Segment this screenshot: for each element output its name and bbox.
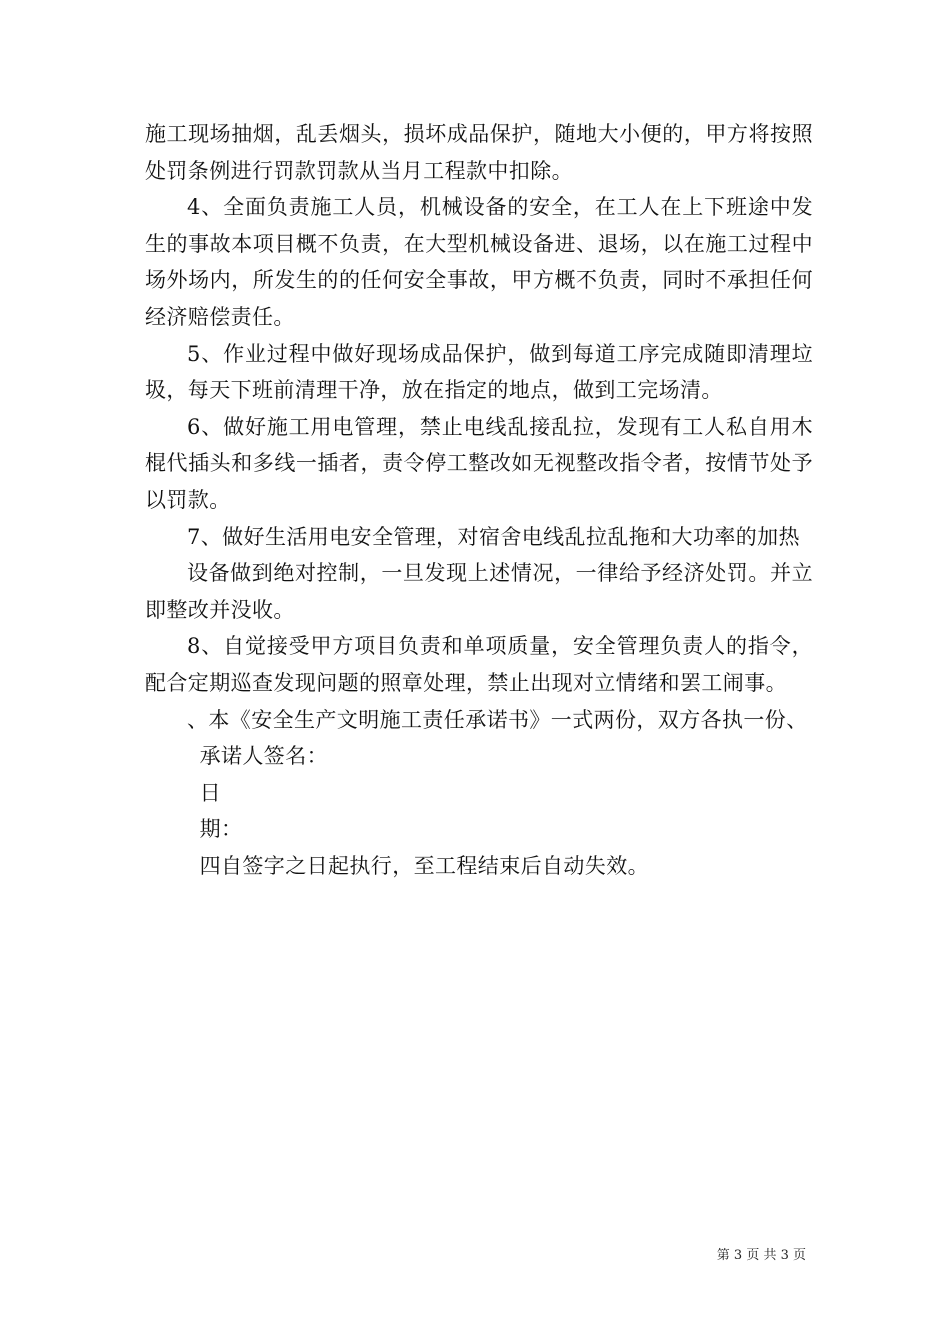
closing-statement: 四自签字之日起执行，至工程结束后自动失效。 xyxy=(199,853,649,878)
paragraph-continuation: 施工现场抽烟，乱丢烟头，损坏成品保护，随地大小便的，甲方将按照处罚条例进行罚款罚款从当月工程款中扣除。 xyxy=(145,122,813,183)
signer-label: 承诺人签名： xyxy=(199,744,328,769)
paragraph-item-6: 6、做好施工用电管理，禁止电线乱接乱拉，发现有工人私自用木棍代插头和多线一插者，责令停工整改如无视整改指令者，按情节处予以罚款。 xyxy=(145,414,813,512)
paragraph-item-7: 7、做好生活用电安全管理，对宿舍电线乱拉乱拖和大功率的加热 xyxy=(187,524,800,549)
paragraph-item-5: 5、作业过程中做好现场成品保护，做到每道工序完成随即清理垃圾，每天下班前清理干净，放在指定的地点，做到工完场清。 xyxy=(145,341,813,403)
date-label-part-2: 期： xyxy=(199,817,243,842)
document-body xyxy=(145,116,813,884)
page-number-footer: 第 3 页 共 3 页 xyxy=(716,1248,806,1263)
paragraph-item-8: 8、自觉接受甲方项目负责和单项质量，安全管理负责人的指令，配合定期巡查发现问题的照章处理，禁止出现对立情绪和罢工闹事。 xyxy=(145,634,813,695)
paragraph-item-7-continued: 设备做到绝对控制，一旦发现上述情况，一律给予经济处罚。并立即整改并没收。 xyxy=(145,561,813,622)
paragraph-copies: 、本《安全生产文明施工责任承诺书》一式两份，双方各执一份、 xyxy=(187,707,808,732)
paragraph-item-4: 4、全面负责施工人员，机械设备的安全，在工人在上下班途中发生的事故本项目概不负责，在大型机械设备进、退场，以在施工过程中场外场内，所发生的的任何安全事故，甲方概不负责，同时不承担任何经济赔偿责任。 xyxy=(145,195,813,329)
date-label-part-1: 日 xyxy=(199,780,221,805)
signature-block xyxy=(145,738,813,884)
